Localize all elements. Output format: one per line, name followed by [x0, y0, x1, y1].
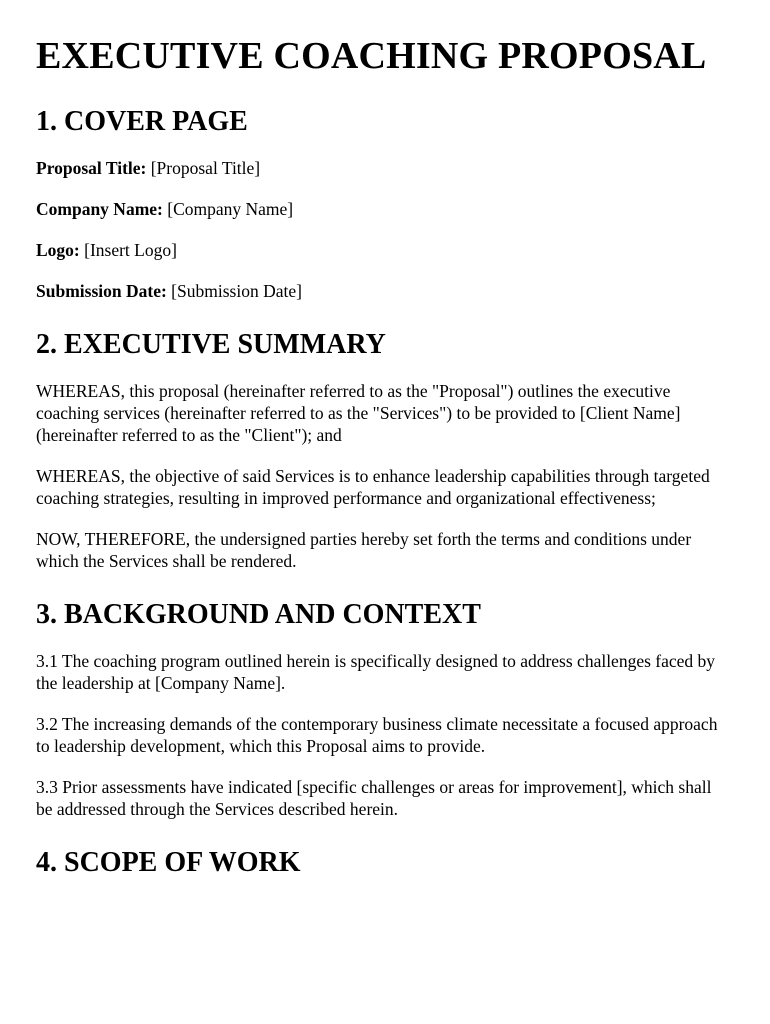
submission-date-label: Submission Date:	[36, 281, 167, 301]
company-name-value: [Company Name]	[167, 199, 294, 219]
summary-paragraph: WHEREAS, this proposal (hereinafter referred to as the "Proposal") outlines the executive coaching services (hereinafter referred to as the "Services") to be provided to [Client Name] (hereinafter referred to as the "Client"); and	[36, 381, 681, 445]
submission-date-field	[36, 280, 730, 302]
proposal-title-field	[36, 157, 730, 179]
logo-field	[36, 239, 730, 261]
summary-paragraph: NOW, THEREFORE, the undersigned parties hereby set forth the terms and conditions under which the Services shall be rendered.	[36, 529, 692, 571]
background-paragraph: 3.1 The coaching program outlined herein is specifically designed to address challenges faced by the leadership at [Company Name].	[36, 651, 716, 693]
company-name-field	[36, 198, 730, 220]
company-name-label: Company Name:	[36, 199, 163, 219]
scope-of-work-section	[36, 846, 730, 880]
executive-summary-section	[36, 328, 730, 572]
logo-value: [Insert Logo]	[84, 240, 177, 260]
proposal-title-label: Proposal Title:	[36, 158, 147, 178]
submission-date-value: [Submission Date]	[171, 281, 302, 301]
document-title: EXECUTIVE COACHING PROPOSAL	[36, 35, 707, 77]
summary-paragraph: WHEREAS, the objective of said Services is to enhance leadership capabilities through targeted coaching strategies, resulting in improved performance and organizational effectiveness;	[36, 466, 710, 508]
executive-summary-heading: 2. EXECUTIVE SUMMARY	[36, 329, 386, 360]
scope-of-work-heading: 4. SCOPE OF WORK	[36, 847, 301, 878]
proposal-title-value: [Proposal Title]	[150, 158, 261, 178]
logo-label: Logo:	[36, 240, 80, 260]
background-paragraph: 3.3 Prior assessments have indicated [specific challenges or areas for improvement], which shall be addressed through the Services described herein.	[36, 777, 712, 819]
background-context-section	[36, 598, 730, 820]
background-paragraph: 3.2 The increasing demands of the contemporary business climate necessitate a focused approach to leadership development, which this Proposal aims to provide.	[36, 714, 718, 756]
cover-page-section	[36, 105, 730, 302]
cover-page-heading: 1. COVER PAGE	[36, 106, 248, 137]
background-context-heading: 3. BACKGROUND AND CONTEXT	[36, 599, 481, 630]
